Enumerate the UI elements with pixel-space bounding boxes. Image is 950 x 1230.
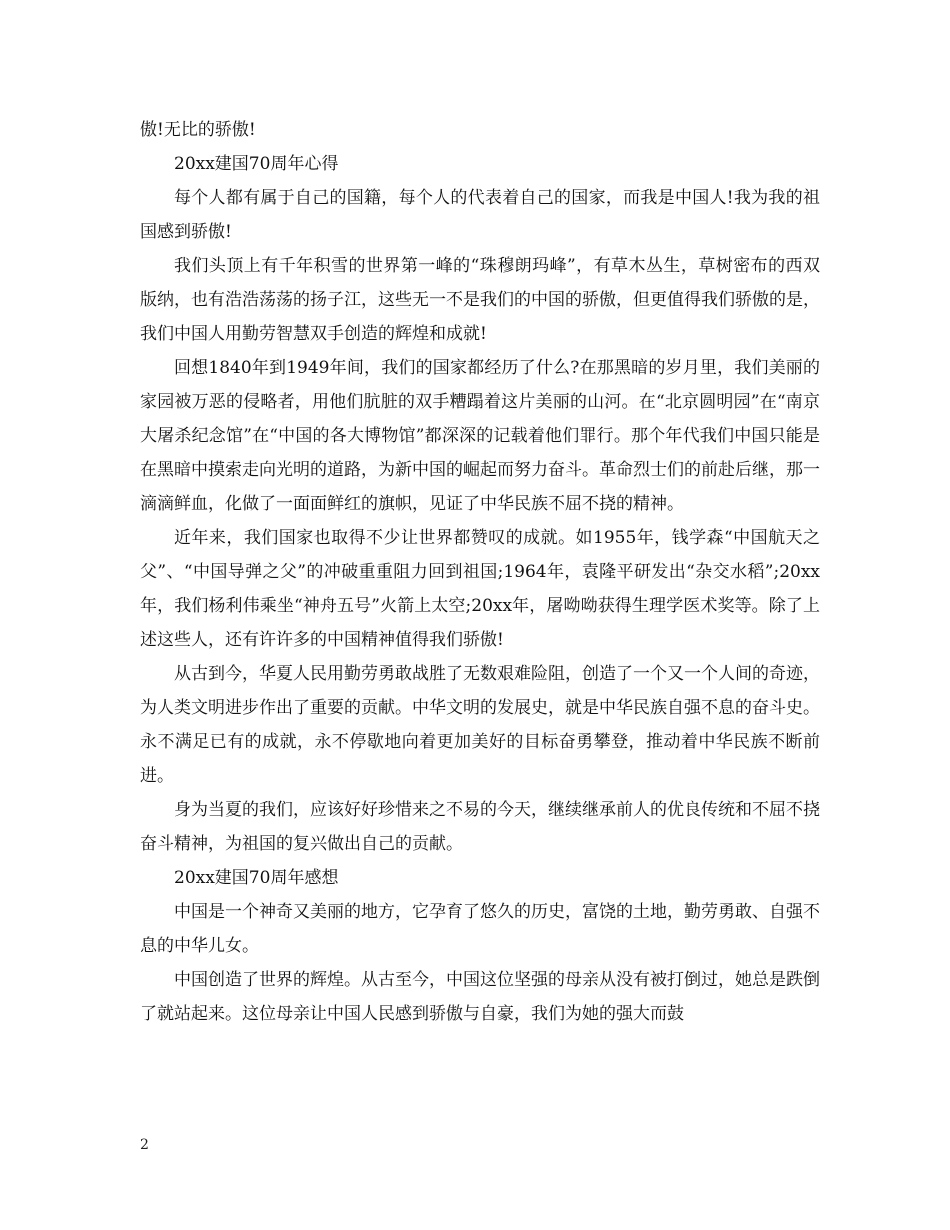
document-body — [140, 113, 820, 1031]
paragraph-continuation: 傲!无比的骄傲! — [140, 120, 256, 140]
paragraph: 中国是一个神奇又美丽的地方，它孕育了悠久的历史，富饶的土地，勤劳勇敢、自强不息的中华儿女。 — [140, 902, 820, 956]
paragraph: 身为当夏的我们，应该好好珍惜来之不易的今天，继续继承前人的优良传统和不屈不挠奋斗精神，为祖国的复兴做出自己的贡献。 — [140, 800, 820, 854]
paragraph: 回想1840年到1949年间，我们的国家都经历了什么?在那黑暗的岁月里，我们美丽的家园被万恶的侵略者，用他们肮脏的双手糟蹋着这片美丽的山河。在“北京圆明园”在“南京大屠杀纪念馆”在“中国的各大博物馆”都深深的记载着他们罪行。那个年代我们中国只能是在黑暗中摸索走向光明的道路，为新中国的崛起而努力奋斗。革命烈士们的前赴后继，那一滴滴鲜血，化做了一面面鲜红的旗帜，见证了中华民族不屈不挠的精神。 — [140, 358, 820, 514]
paragraph: 从古到今，华夏人民用勤劳勇敢战胜了无数艰难险阻，创造了一个又一个人间的奇迹，为人类文明进步作出了重要的贡献。中华文明的发展史，就是中华民族自强不息的奋斗史。永不满足已有的成就，永不停歇地向着更加美好的目标奋勇攀登，推动着中华民族不断前进。 — [140, 664, 820, 786]
paragraph: 近年来，我们国家也取得不少让世界都赞叹的成就。如1955年，钱学森“中国航天之父”、“中国导弹之父”的冲破重重阻力回到祖国;1964年，袁隆平研发出“杂交水稻”;20xx年，我们杨利伟乘坐“神舟五号”火箭上太空;20xx年，屠呦呦获得生理学医术奖等。除了上述这些人，还有许许多的中国精神值得我们骄傲! — [140, 528, 820, 650]
page-number: 2 — [140, 1137, 149, 1153]
paragraph: 中国创造了世界的辉煌。从古至今，中国这位坚强的母亲从没有被打倒过，她总是跌倒了就站起来。这位母亲让中国人民感到骄傲与自豪，我们为她的强大而鼓 — [140, 970, 820, 1024]
paragraph: 每个人都有属于自己的国籍，每个人的代表着自己的国家，而我是中国人!我为我的祖国感到骄傲! — [140, 188, 820, 242]
section-heading-reflection: 20xx建国70周年心得 — [174, 154, 339, 174]
paragraph: 我们头顶上有千年积雪的世界第一峰的“珠穆朗玛峰”，有草木丛生，草树密布的西双版纳，也有浩浩荡荡的扬子江，这些无一不是我们的中国的骄傲，但更值得我们骄傲的是，我们中国人用勤劳智慧双手创造的辉煌和成就! — [140, 256, 820, 344]
section-heading-thoughts: 20xx建国70周年感想 — [174, 868, 339, 888]
